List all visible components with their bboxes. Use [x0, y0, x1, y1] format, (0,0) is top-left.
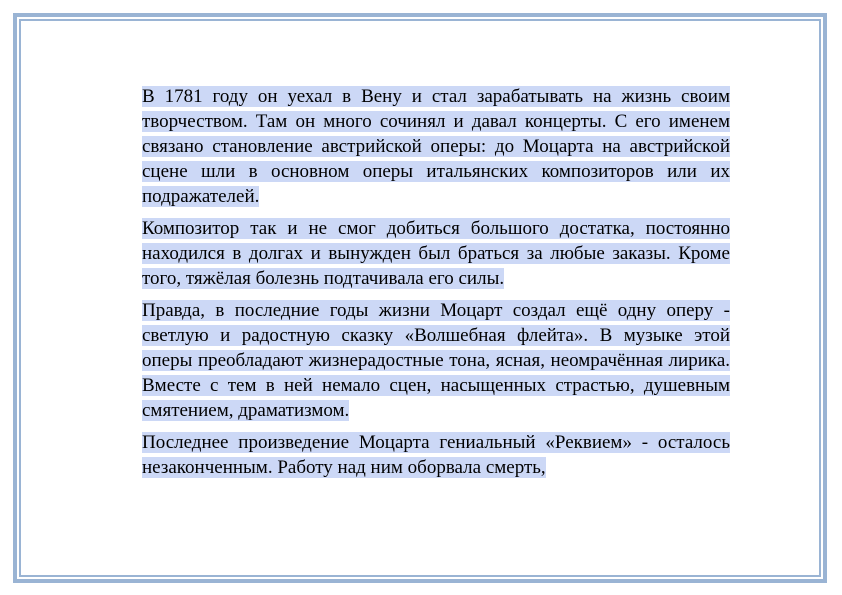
paragraph-4 — [142, 430, 730, 480]
paragraph-1-text: В 1781 году он уехал в Вену и стал зарабатывать на жизнь своим творчеством. Там он много сочинял и давал концерты. С его именем связано становление австрийской оперы: до Моцарта на австрийской сцене шли в основном оперы итальянских композиторов или их подражателей. — [142, 86, 730, 207]
paragraph-4-text: Последнее произведение Моцарта гениальный «Реквием» - осталось незаконченным. Работу над ним оборвала смерть, — [142, 432, 730, 478]
paragraph-2 — [142, 216, 730, 291]
text-block[interactable] — [142, 84, 730, 526]
paragraph-2-text: Композитор так и не смог добиться большого достатка, постоянно находился в долгах и вынужден был браться за любые заказы. Кроме того, тяжёлая болезнь подтачивала его силы. — [142, 218, 730, 289]
paragraph-3 — [142, 298, 730, 423]
paragraph-1 — [142, 84, 730, 209]
paragraph-3-text: Правда, в последние годы жизни Моцарт создал ещё одну оперу - светлую и радостную сказку «Волшебная флейта». В музыке этой оперы преобладают жизнерадостные тона, ясная, неомрачённая лирика. Вместе с тем в ней немало сцен, насыщенных страстью, душевным смятением, драматизмом. — [142, 300, 730, 421]
